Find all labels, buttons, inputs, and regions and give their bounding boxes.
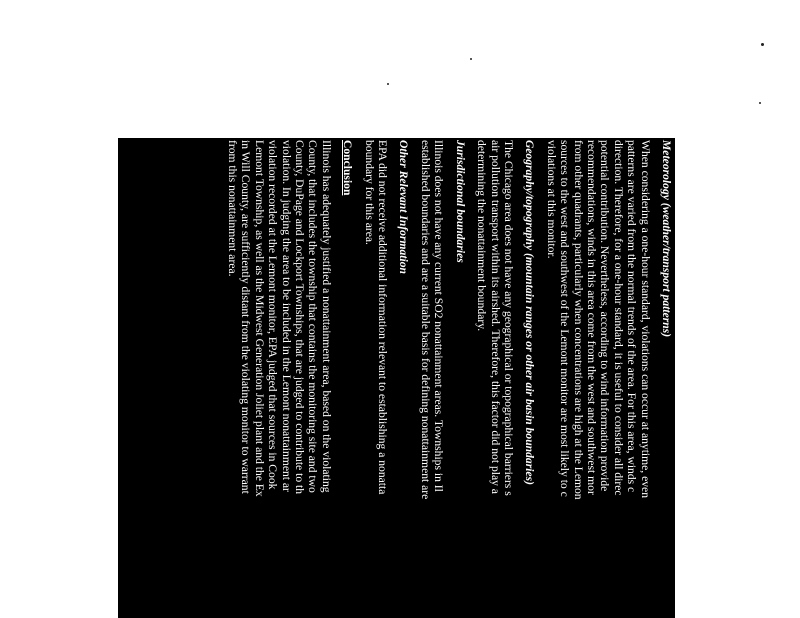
section-paragraph [419,140,446,618]
text-line: recommendations, winds in this area come from the west and southwest mor [584,140,598,495]
text-line: EPA did not receive additional information relevant to establishing a nonatta [376,140,390,495]
text-line: direction. Therefore, for a one-hour standard, it is useful to consider all direc [611,140,625,496]
text-line: The Chicago area does not have any geographical or topographical barriers s [501,140,515,496]
text-line: Lemont Township, as well as the Midwest Generation Joliet plant and the Ex [252,140,266,497]
text-line: boundary for this area. [362,140,376,245]
rotated-document-text [118,138,675,618]
section-heading: Geography/topography (mountain ranges or other air basin boundaries) [523,140,537,485]
text-line: established boundaries and are a suitable basis for defining nonattainment are [418,140,432,500]
text-line: from this nonattainment area. [226,140,240,277]
section-heading: Other Relevant Information [397,140,411,274]
scan-speck [387,83,389,85]
text-line: determining the nonattainment boundary. [475,140,489,332]
text-line: violations at this monitor. [544,140,558,259]
text-line: violation. In judging the area to be included in the Lemont nonattainment ar [279,140,293,492]
section-paragraph [226,140,333,618]
section-heading: Conclusion [341,140,355,196]
text-line: When considering a one-hour standard, violations can occur at anytime, even [638,140,652,498]
section-paragraph [362,140,389,618]
scanned-page [118,138,675,618]
section-jurisdictional [419,140,467,618]
text-line: violation recorded at the Lemont monitor, EPA judged that sources in Cook [266,140,280,490]
section-paragraph [475,140,515,618]
section-other-info [362,140,410,618]
section-heading: Meteorology (weather/transport patterns) [660,140,673,338]
scan-speck [759,102,761,104]
text-line: patterns are varied from the normal trends of the area. For this area, winds c [625,140,639,493]
section-heading: Jurisdictional boundaries [453,140,467,263]
scan-speck [470,58,472,60]
text-line: Illinois does not have any current SO2 nonattainment areas. Townships in Il [432,140,446,492]
text-line: sources to the west and southwest of the Lemont monitor are most likely to c [558,140,572,497]
text-line: in Will County, are sufficiently distant from the violating monitor to warrant [239,140,253,494]
text-line: Illinois has adequately justified a nonattainment area, based on the violating [319,140,333,493]
section-conclusion [226,140,355,618]
scan-speck [761,43,764,46]
text-line: potential contribution. Nevertheless, according to wind information provide [598,140,612,492]
section-paragraph [544,140,651,618]
text-line: County, that includes the township that contains the monitoring site and two [306,140,320,493]
text-line: County, DuPage and Lockport Townships, that are judged to contribute to th [293,140,307,495]
section-meteorology [544,140,673,618]
section-geography [475,140,537,618]
text-line: air pollution transport within its airshed. Therefore, this factor did not play a [488,140,502,494]
text-line: from other quadrants, particularly when concentrations are high at the Lemon [571,140,585,500]
